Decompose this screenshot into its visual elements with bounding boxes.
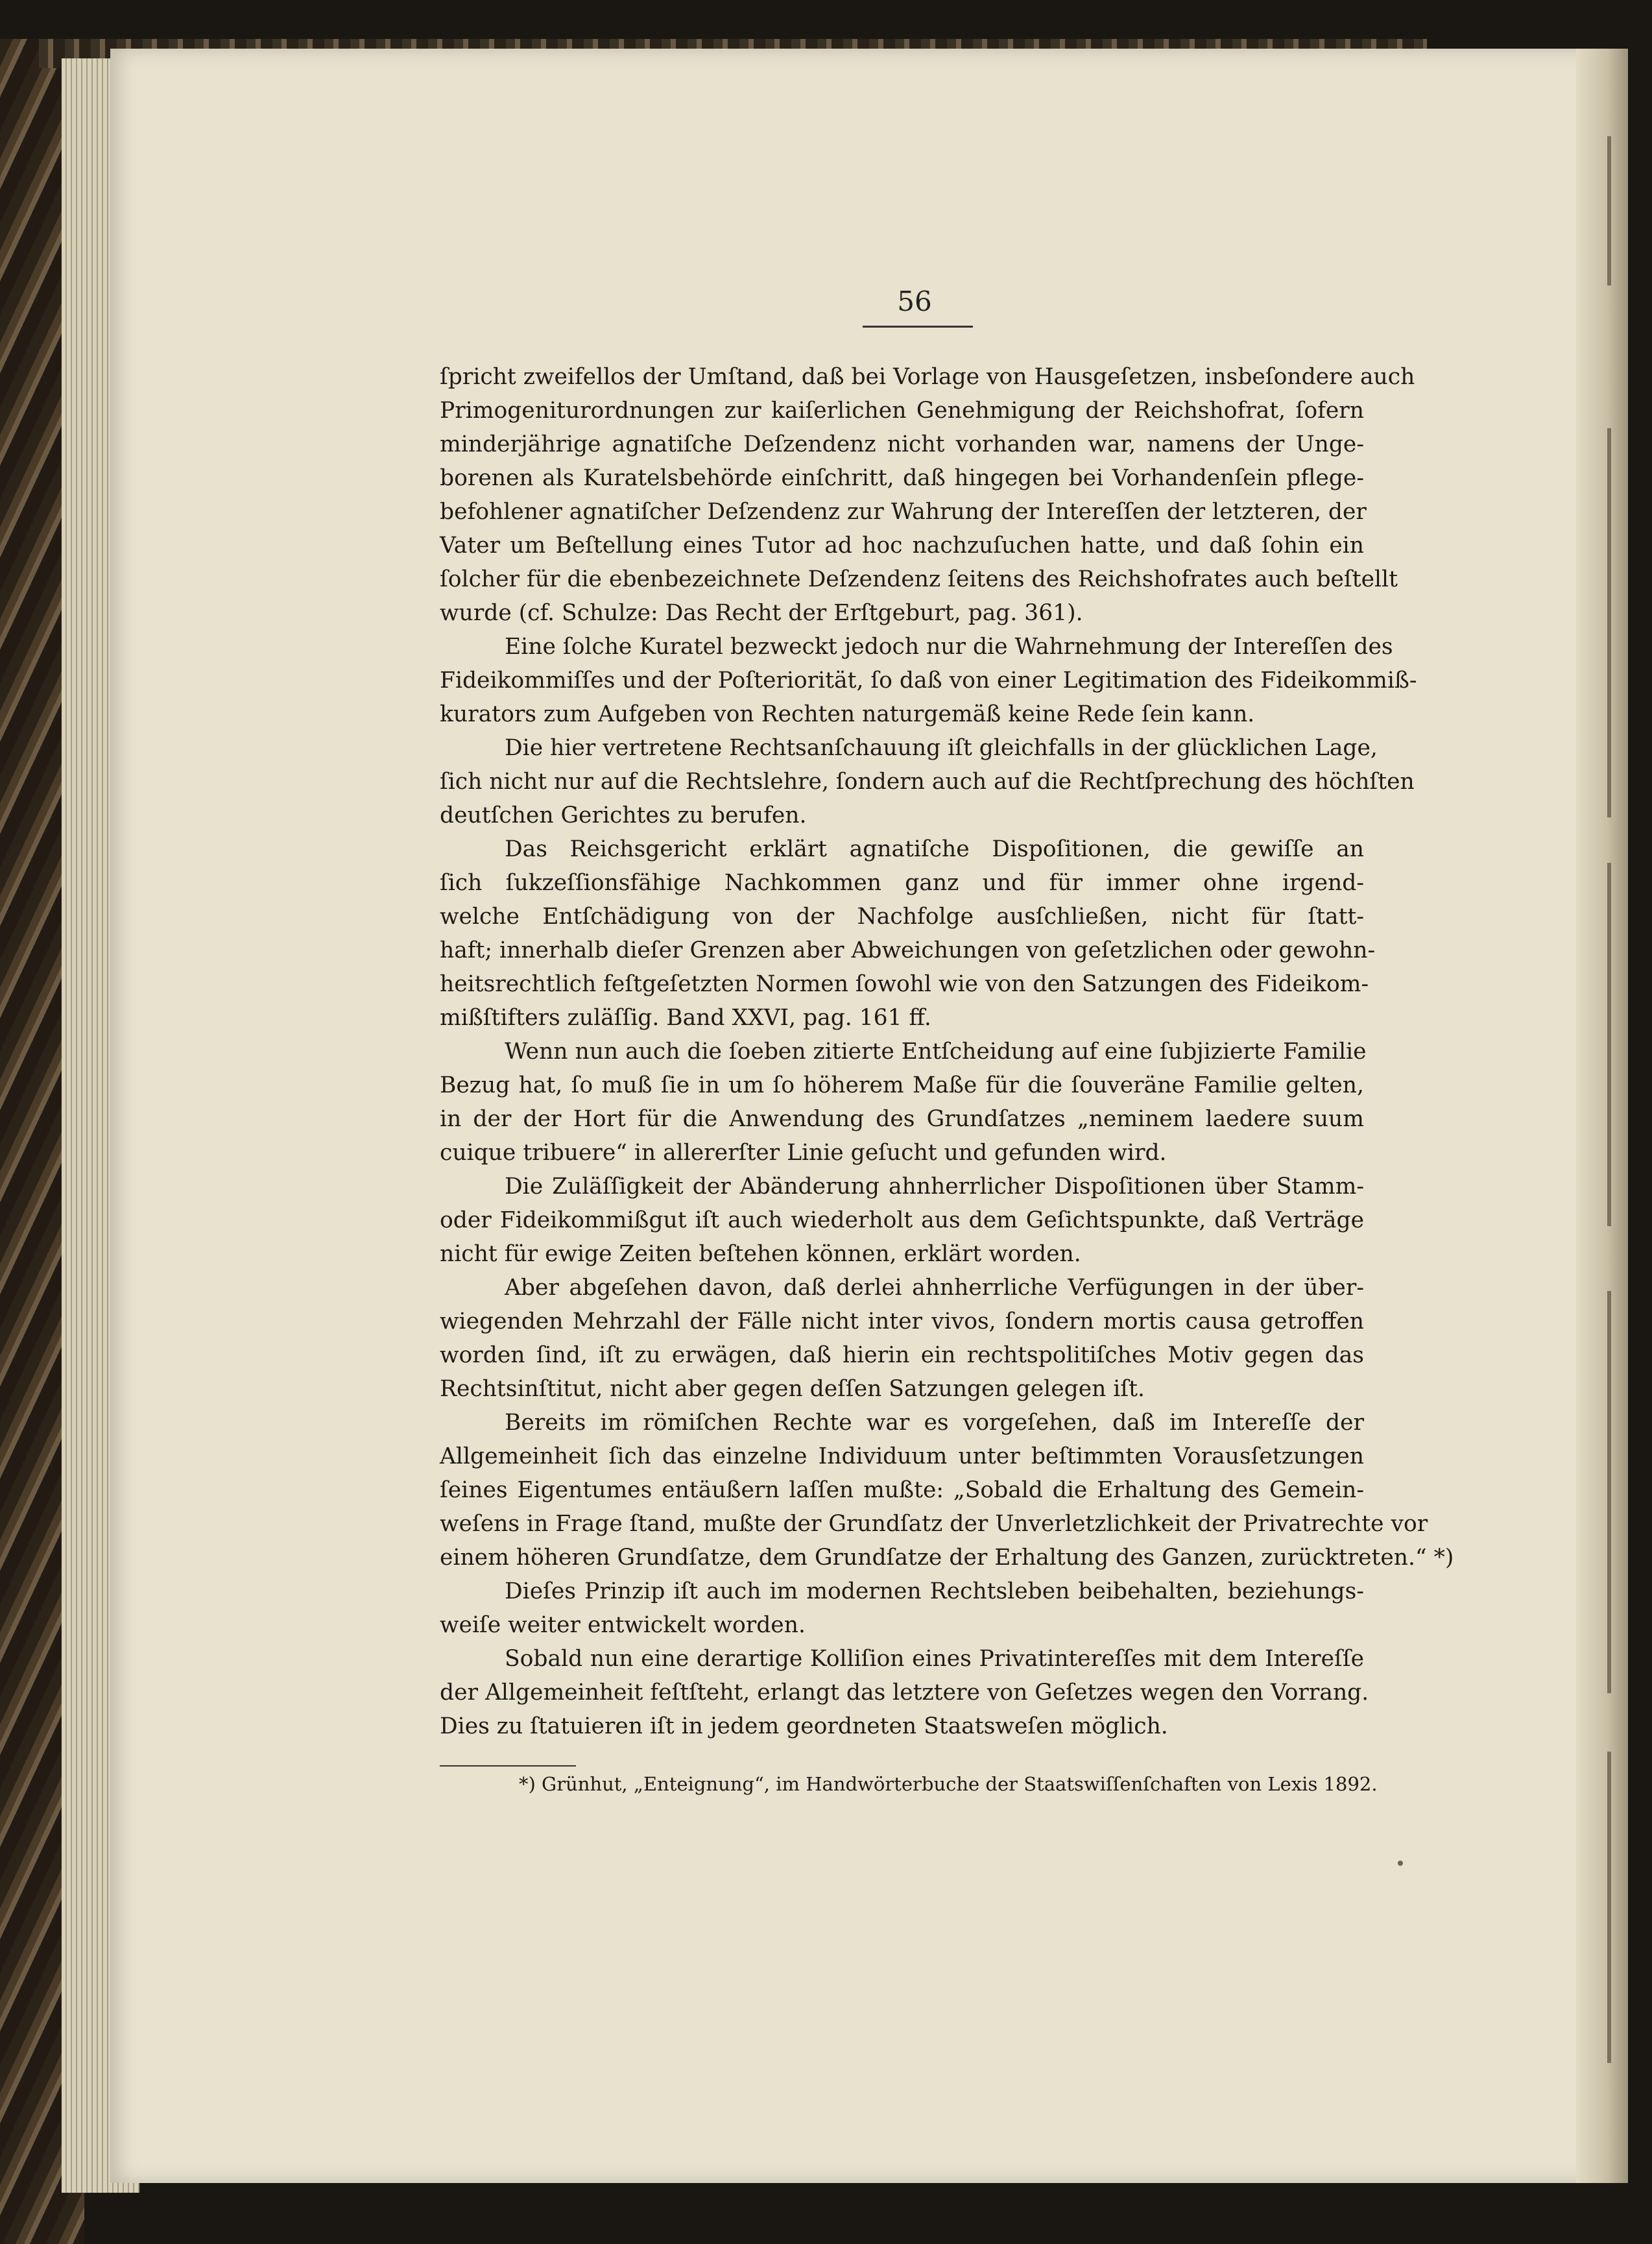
footnote: *) Grünhut, „Enteignung“, im Handwörterbuche der Staatswiſſenſchaften von Lexis 1892.	[519, 1773, 1378, 1795]
text-line: einem höheren Grundſatze, dem Grundſatze der Erhaltung des Ganzen, zurücktreten.“ *)	[440, 1545, 1454, 1571]
text-line: Primogeniturordnungen zur kaiſerlichen Genehmigung der Reichshofrat, ſofern	[440, 398, 1364, 424]
text-line: wurde (cf. Schulze: Das Recht der Erſtgeburt, pag. 361).	[440, 600, 1083, 626]
text-line: cuique tribuere“ in allererſter Linie geſucht und gefunden wird.	[440, 1140, 1167, 1166]
text-line: ſeines Eigentumes entäußern laſſen mußte: „Sobald die Erhaltung des Gemein-	[440, 1477, 1364, 1503]
text-line: ſolcher für die ebenbezeichnete Deſzendenz ſeitens des Reichshofrates auch beſtellt	[440, 566, 1398, 592]
text-line: deutſchen Gerichtes zu berufen.	[440, 802, 807, 828]
text-line: Wenn nun auch die ſoeben zitierte Entſcheidung auf eine ſubjizierte Familie	[505, 1039, 1367, 1065]
text-line: weſens in Frage ſtand, mußte der Grundſatz der Unverletzlichkeit der Privatrechte vor	[440, 1511, 1428, 1537]
text-line: in der der Hort für die Anwendung des Grundſatzes „neminem laedere suum	[440, 1106, 1364, 1132]
page-fold-edge	[1576, 49, 1628, 2183]
text-line: ſich ſukzeſſionsfähige Nachkommen ganz und für immer ohne irgend-	[440, 870, 1364, 896]
paragraph	[440, 1406, 1454, 1574]
text-line: Vater um Beſtellung eines Tutor ad hoc nachzuſuchen hatte, und daß ſohin ein	[440, 533, 1364, 559]
paragraph	[440, 1574, 1364, 1642]
body-text	[440, 360, 1454, 1743]
text-line: befohlener agnatiſcher Deſzendenz zur Wahrung der Intereſſen der letzteren, der	[440, 499, 1367, 525]
text-line: Bereits im römiſchen Rechte war es vorgeſehen, daß im Intereſſe der	[505, 1410, 1364, 1436]
text-line: mißſtifters zuläſſig. Band XXVI, pag. 161 ff.	[440, 1005, 931, 1031]
paragraph	[440, 1642, 1369, 1743]
text-line: Aber abgeſehen davon, daß derlei ahnherrliche Verfügungen in der über-	[505, 1275, 1364, 1301]
paragraph	[440, 360, 1415, 630]
text-line: worden ſind, iſt zu erwägen, daß hierin ein rechtspolitiſches Motiv gegen das	[440, 1342, 1364, 1368]
text-line: weiſe weiter entwickelt worden.	[440, 1612, 806, 1638]
paragraph	[440, 832, 1376, 1035]
text-line: Dieſes Prinzip iſt auch im modernen Rechtsleben beibehalten, beziehungs-	[505, 1578, 1364, 1604]
binding-stitch	[1607, 863, 1611, 1226]
binding-stitch	[1607, 1752, 1611, 2063]
text-line: Das Reichsgericht erklärt agnatiſche Dispoſitionen, die gewiſſe an	[505, 836, 1364, 862]
text-line: minderjährige agnatiſche Deſzendenz nicht vorhanden war, namens der Unge-	[440, 431, 1364, 457]
footnote-separator	[440, 1765, 576, 1767]
text-line: nicht für ewige Zeiten beſtehen können, erklärt worden.	[440, 1241, 1081, 1267]
text-line: borenen als Kuratelsbehörde einſchritt, daß hingegen bei Vorhandenſein pflege-	[440, 465, 1364, 491]
text-line: Sobald nun eine derartige Kolliſion eines Privatintereſſes mit dem Intereſſe	[505, 1646, 1364, 1672]
text-line: ſpricht zweifellos der Umſtand, daß bei Vorlage von Hausgeſetzen, insbeſondere auch	[440, 364, 1415, 390]
binding-stitch	[1607, 136, 1611, 285]
text-line: wiegenden Mehrzahl der Fälle nicht inter vivos, ſondern mortis causa getroffen	[440, 1309, 1364, 1334]
text-line: welche Entſchädigung von der Nachfolge ausſchließen, nicht für ſtatt-	[440, 904, 1364, 930]
paragraph	[440, 1271, 1364, 1406]
page-number-underline	[863, 326, 973, 328]
paragraph	[440, 630, 1417, 731]
binding-stitch	[1607, 1291, 1611, 1693]
text-line: Rechtsinſtitut, nicht aber gegen deſſen Satzungen gelegen iſt.	[440, 1376, 1145, 1402]
text-line: heitsrechtlich feſtgeſetzten Normen ſowohl wie von den Satzungen des Fideikom-	[440, 971, 1369, 997]
text-line: kurators zum Aufgeben von Rechten naturgemäß keine Rede ſein kann.	[440, 701, 1255, 727]
page-number: 56	[897, 285, 932, 317]
text-line: Fideikommiſſes und der Poſteriorität, ſo daß von einer Legitimation des Fideikommiß-	[440, 668, 1417, 694]
text-line: Die Zuläſſigkeit der Abänderung ahnherrlicher Dispoſitionen über Stamm-	[505, 1174, 1364, 1200]
text-line: haft; innerhalb dieſer Grenzen aber Abweichungen von geſetzlichen oder gewohn-	[440, 937, 1376, 963]
text-line: Die hier vertretene Rechtsanſchauung iſt gleichfalls in der glücklichen Lage,	[505, 735, 1378, 761]
text-line: Bezug hat, ſo muß ſie in um ſo höherem Maße für die ſouveräne Familie gelten,	[440, 1072, 1364, 1098]
text-line: Dies zu ſtatuieren iſt in jedem geordneten Staatsweſen möglich.	[440, 1713, 1168, 1739]
ink-spot	[1398, 1861, 1403, 1866]
paragraph	[440, 731, 1415, 832]
paragraph	[440, 1035, 1367, 1170]
text-line: der Allgemeinheit feſtſteht, erlangt das letztere von Geſetzes wegen den Vorrang.	[440, 1680, 1369, 1706]
text-line: ſich nicht nur auf die Rechtslehre, ſondern auch auf die Rechtſprechung des höchſten	[440, 769, 1415, 795]
binding-stitch	[1607, 428, 1611, 817]
text-line: oder Fideikommißgut iſt auch wiederholt aus dem Geſichtspunkte, daß Verträge	[440, 1207, 1364, 1233]
text-line: Allgemeinheit ſich das einzelne Individuum unter beſtimmten Vorausſetzungen	[440, 1443, 1364, 1469]
text-line: Eine ſolche Kuratel bezweckt jedoch nur die Wahrnehmung der Intereſſen des	[505, 634, 1393, 660]
paragraph	[440, 1170, 1364, 1271]
